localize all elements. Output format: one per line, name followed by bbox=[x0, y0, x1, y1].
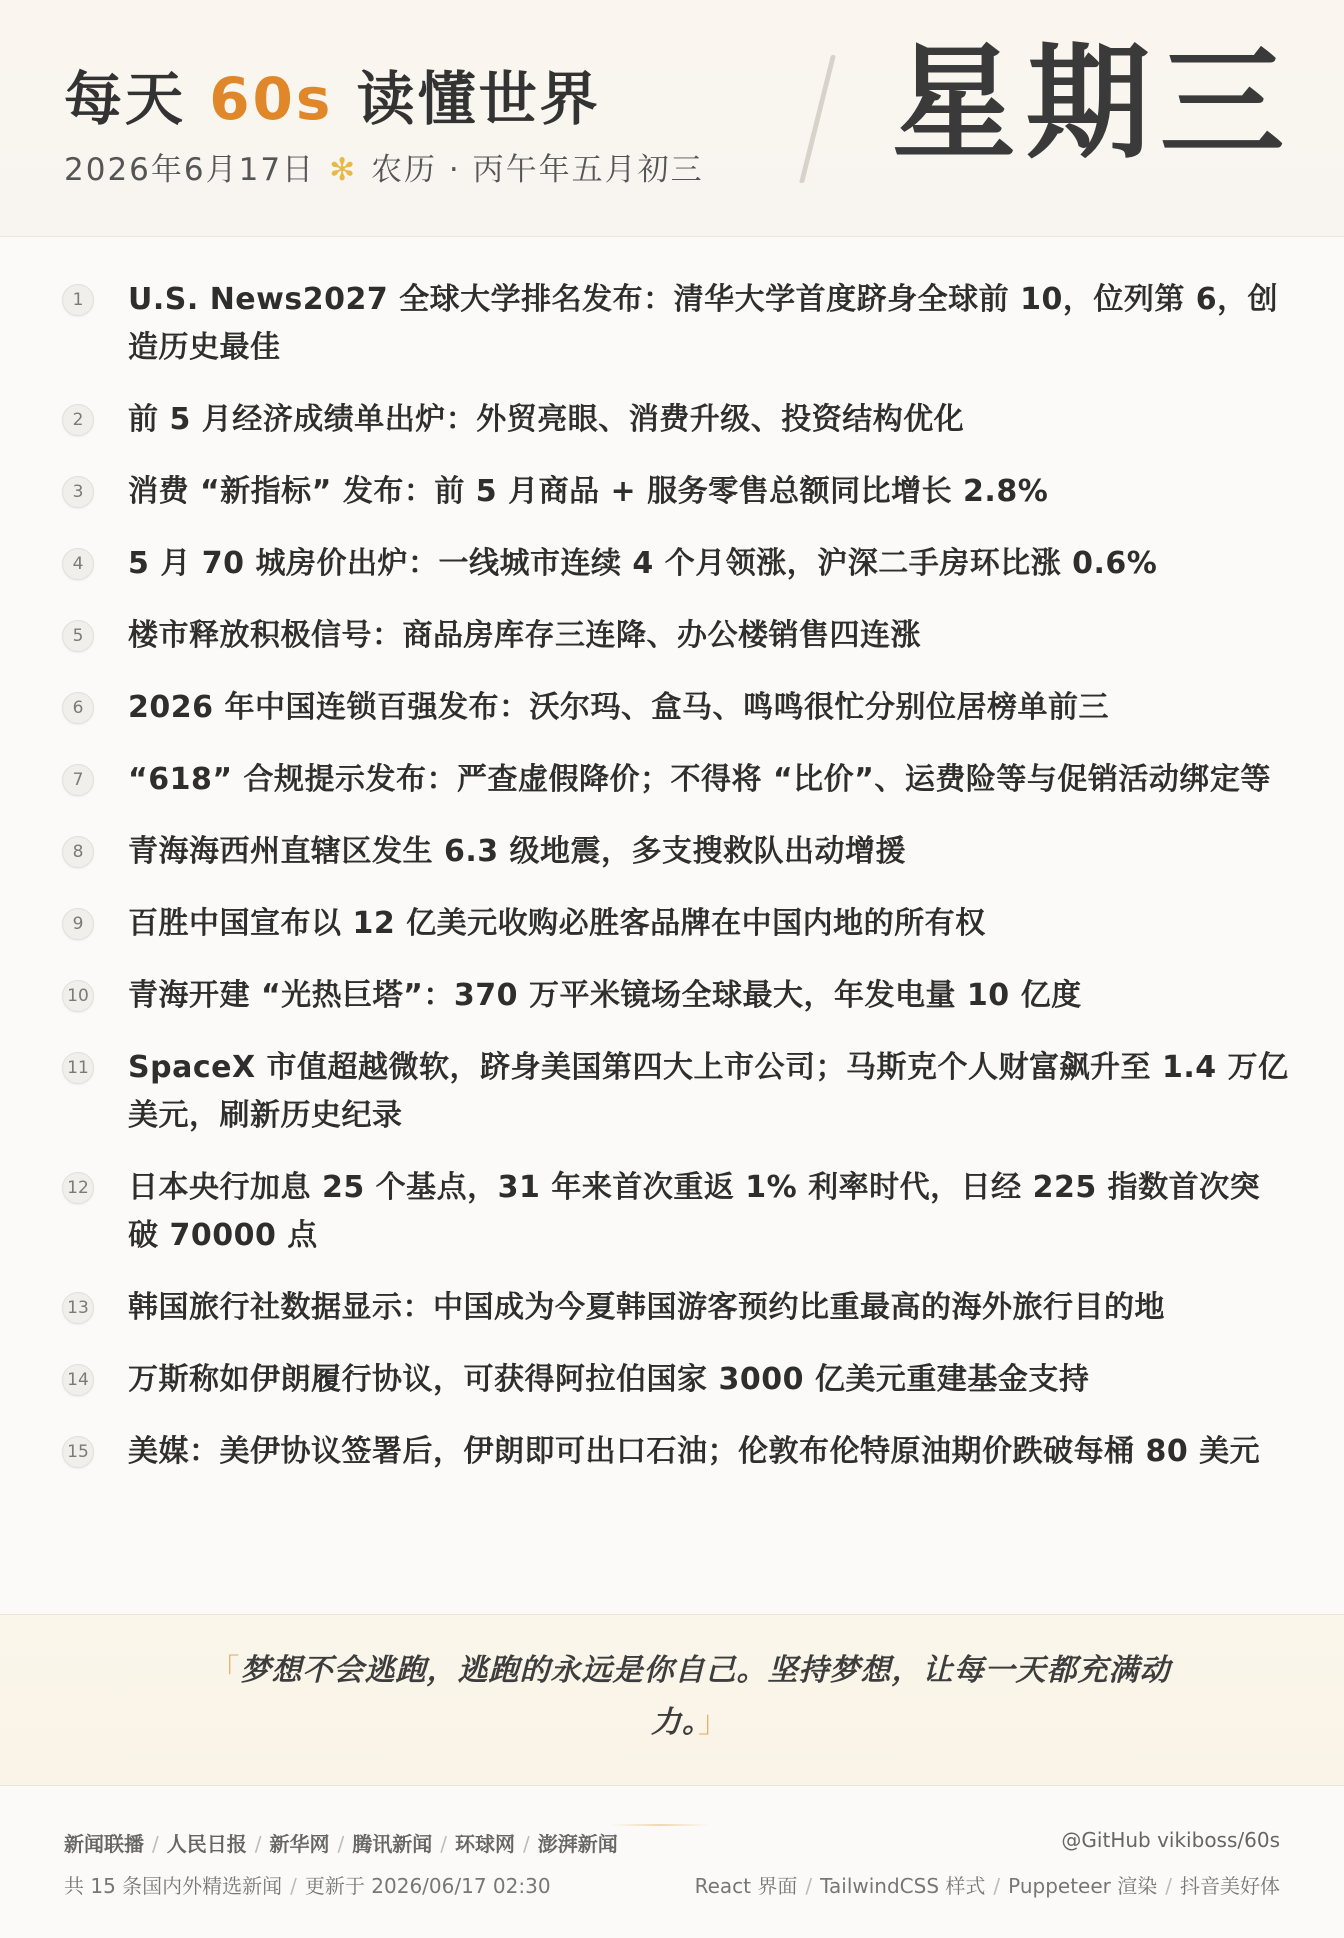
news-number-badge: 6 bbox=[62, 692, 94, 724]
news-count-text: 共 15 条国内外精选新闻 bbox=[64, 1874, 283, 1898]
news-text: 美媒：美伊协议签署后，伊朗即可出口石油；伦敦布伦特原油期价跌破每桶 80 美元 bbox=[128, 1434, 1261, 1469]
separator: / bbox=[152, 1832, 159, 1856]
tech-stack-list bbox=[695, 1870, 1280, 1899]
separator: / bbox=[440, 1832, 447, 1856]
news-number-badge: 2 bbox=[62, 404, 94, 436]
quote-text-block bbox=[190, 1645, 1190, 1749]
news-text: 消费 “新指标” 发布：前 5 月商品 + 服务零售总额同比增长 2.8% bbox=[128, 474, 1049, 509]
separator: / bbox=[337, 1832, 345, 1856]
separator: / bbox=[254, 1832, 262, 1856]
news-number-badge: 11 bbox=[62, 1052, 94, 1084]
news-item bbox=[60, 540, 1290, 588]
news-item bbox=[60, 756, 1290, 804]
news-number-badge: 8 bbox=[62, 836, 94, 868]
news-text: “618” 合规提示发布：严查虚假降价；不得将 “比价”、运费险等与促销活动绑定等 bbox=[128, 762, 1271, 797]
tech-item: 抖音美好体 bbox=[1180, 1874, 1280, 1898]
date-text: 2026年6月17日 bbox=[64, 152, 316, 188]
github-credit: @GitHub vikiboss/60s bbox=[1061, 1828, 1280, 1852]
news-number-badge: 12 bbox=[62, 1172, 94, 1204]
news-item bbox=[60, 276, 1290, 372]
news-number-badge: 4 bbox=[62, 548, 94, 580]
news-item bbox=[60, 1428, 1290, 1476]
news-text: 韩国旅行社数据显示：中国成为今夏韩国游客预约比重最高的海外旅行目的地 bbox=[128, 1290, 1165, 1325]
date-line bbox=[64, 144, 704, 189]
news-number-badge: 14 bbox=[62, 1364, 94, 1396]
news-number-badge: 3 bbox=[62, 476, 94, 508]
news-item bbox=[60, 1164, 1290, 1260]
source-item: 环球网 bbox=[455, 1832, 515, 1856]
tech-item: Puppeteer 渲染 bbox=[1008, 1874, 1158, 1898]
separator: / bbox=[523, 1832, 530, 1856]
news-list bbox=[60, 276, 1290, 1500]
page-title bbox=[64, 52, 601, 136]
title-suffix: 读懂世界 bbox=[333, 65, 601, 133]
news-item bbox=[60, 1044, 1290, 1140]
news-item bbox=[60, 684, 1290, 732]
news-item bbox=[60, 1356, 1290, 1404]
news-number-badge: 7 bbox=[62, 764, 94, 796]
news-text: 日本央行加息 25 个基点，31 年来首次重返 1% 利率时代，日经 225 指数首次突破 70000 点 bbox=[128, 1170, 1261, 1253]
source-item: 新闻联播 bbox=[64, 1832, 144, 1856]
title-accent: 60s bbox=[209, 65, 334, 133]
separator: / bbox=[805, 1874, 813, 1898]
title-prefix: 每天 bbox=[64, 65, 210, 133]
separator: / bbox=[993, 1874, 1001, 1898]
news-item bbox=[60, 396, 1290, 444]
quote-open-mark: 「 bbox=[209, 1653, 241, 1688]
page-footer bbox=[0, 1784, 1344, 1938]
news-item bbox=[60, 1284, 1290, 1332]
quote-close-mark: 」 bbox=[698, 1705, 729, 1740]
news-number-badge: 1 bbox=[62, 284, 94, 316]
news-item bbox=[60, 972, 1290, 1020]
weekday-text: 星期三 bbox=[892, 32, 1295, 176]
tech-item: React 界面 bbox=[694, 1874, 798, 1898]
news-text: 百胜中国宣布以 12 亿美元收购必胜客品牌在中国内地的所有权 bbox=[128, 906, 986, 941]
news-text: SpaceX 市值超越微软，跻身美国第四大上市公司；马斯克个人财富飙升至 1.4 万亿美元，刷新历史纪录 bbox=[128, 1050, 1289, 1133]
footer-decoration bbox=[610, 1824, 710, 1826]
news-item bbox=[60, 828, 1290, 876]
source-item: 人民日报 bbox=[166, 1832, 247, 1856]
separator: / bbox=[1165, 1874, 1172, 1898]
source-item: 新华网 bbox=[269, 1832, 330, 1856]
news-number-badge: 5 bbox=[62, 620, 94, 652]
flower-icon: ✻ bbox=[329, 152, 358, 188]
news-number-badge: 15 bbox=[62, 1436, 94, 1468]
updated-time-text: 更新于 2026/06/17 02:30 bbox=[304, 1874, 551, 1898]
news-item bbox=[60, 468, 1290, 516]
news-text: 楼市释放积极信号：商品房库存三连降、办公楼销售四连涨 bbox=[128, 618, 921, 653]
page-header bbox=[0, 0, 1344, 237]
news-text: 青海海西州直辖区发生 6.3 级地震，多支搜救队出动增援 bbox=[128, 834, 907, 869]
news-number-badge: 13 bbox=[62, 1292, 94, 1324]
news-text: U.S. News2027 全球大学排名发布：清华大学首度跻身全球前 10，位列第 6，创造历史最佳 bbox=[128, 282, 1279, 365]
news-text: 青海开建 “光热巨塔”：370 万平米镜场全球最大，年发电量 10 亿度 bbox=[128, 978, 1082, 1013]
quote-text: 梦想不会逃跑，逃跑的永远是你自己。坚持梦想，让每一天都充满动力。 bbox=[240, 1653, 1171, 1740]
news-text: 前 5 月经济成绩单出炉：外贸亮眼、消费升级、投资结构优化 bbox=[128, 402, 965, 437]
source-item: 澎湃新闻 bbox=[537, 1832, 618, 1856]
news-number-badge: 10 bbox=[62, 980, 94, 1012]
quote-box bbox=[0, 1614, 1344, 1786]
news-text: 2026 年中国连锁百强发布：沃尔玛、盒马、鸣鸣很忙分别位居榜单前三 bbox=[128, 690, 1109, 725]
news-text: 万斯称如伊朗履行协议，可获得阿拉伯国家 3000 亿美元重建基金支持 bbox=[128, 1362, 1090, 1397]
tech-item: TailwindCSS 样式 bbox=[820, 1874, 986, 1898]
meta-info bbox=[64, 1870, 551, 1899]
header-divider-slash bbox=[799, 55, 836, 183]
news-item bbox=[60, 900, 1290, 948]
news-text: 5 月 70 城房价出炉：一线城市连续 4 个月领涨，沪深二手房环比涨 0.6% bbox=[128, 546, 1158, 581]
news-number-badge: 9 bbox=[62, 908, 94, 940]
news-item bbox=[60, 612, 1290, 660]
source-item: 腾讯新闻 bbox=[352, 1832, 433, 1856]
separator: / bbox=[290, 1874, 297, 1898]
source-list bbox=[64, 1828, 618, 1857]
lunar-date-text: 农历 · 丙午年五月初三 bbox=[371, 152, 704, 188]
